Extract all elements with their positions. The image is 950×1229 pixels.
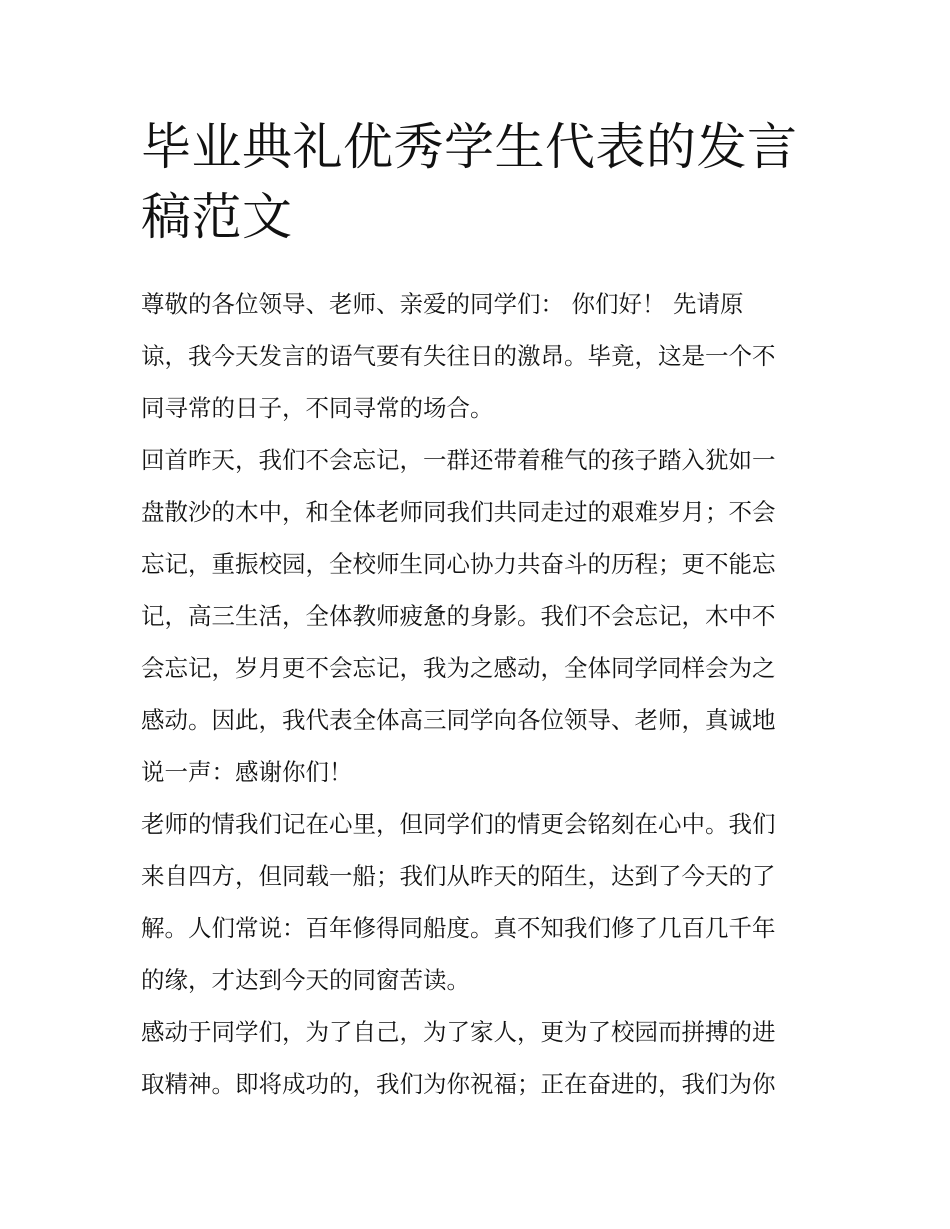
document-content xyxy=(141,112,813,1110)
text-line: 取精神。即将成功的，我们为你祝福；正在奋进的，我们为你 xyxy=(141,1070,776,1098)
text-line: 老师的情我们记在心里，但同学们的情更会铭刻在心中。我们 xyxy=(141,810,776,838)
text-line: 解。人们常说：百年修得同船度。真不知我们修了几百几千年 xyxy=(141,914,776,942)
text-line: 尊敬的各位领导、老师、亲爱的同学们： 你们好！ 先请原 xyxy=(141,290,744,318)
text-line: 的缘，才达到今天的同窗苦读。 xyxy=(141,966,470,994)
text-line: 回首昨天，我们不会忘记，一群还带着稚气的孩子踏入犹如一 xyxy=(141,446,776,474)
paragraph-greeting xyxy=(141,278,813,434)
text-line: 谅，我今天发言的语气要有失往日的激昂。毕竟，这是一个不 xyxy=(141,342,776,370)
text-line: 记，高三生活，全体教师疲惫的身影。我们不会忘记，木中不 xyxy=(141,602,776,630)
paragraph-classmates xyxy=(141,798,813,1006)
document-body xyxy=(141,278,813,1110)
text-line: 忘记，重振校园，全校师生同心协力共奋斗的历程；更不能忘 xyxy=(141,550,776,578)
text-line: 感动。因此，我代表全体高三同学向各位领导、老师，真诚地 xyxy=(141,706,776,734)
document-title: 毕业典礼优秀学生代表的发言 稿范文 xyxy=(141,118,798,246)
text-line: 同寻常的日子，不同寻常的场合。 xyxy=(141,394,494,422)
text-line: 会忘记，岁月更不会忘记，我为之感动，全体同学同样会为之 xyxy=(141,654,776,682)
text-line: 说一声：感谢你们！ xyxy=(141,758,353,786)
text-line: 盘散沙的木中，和全体老师同我们共同走过的艰难岁月；不会 xyxy=(141,498,776,526)
paragraph-spirit xyxy=(141,1006,813,1110)
paragraph-memories xyxy=(141,434,813,798)
text-line: 来自四方，但同载一船；我们从昨天的陌生，达到了今天的了 xyxy=(141,862,776,890)
text-line: 感动于同学们，为了自己，为了家人，更为了校园而拼搏的进 xyxy=(141,1018,776,1046)
